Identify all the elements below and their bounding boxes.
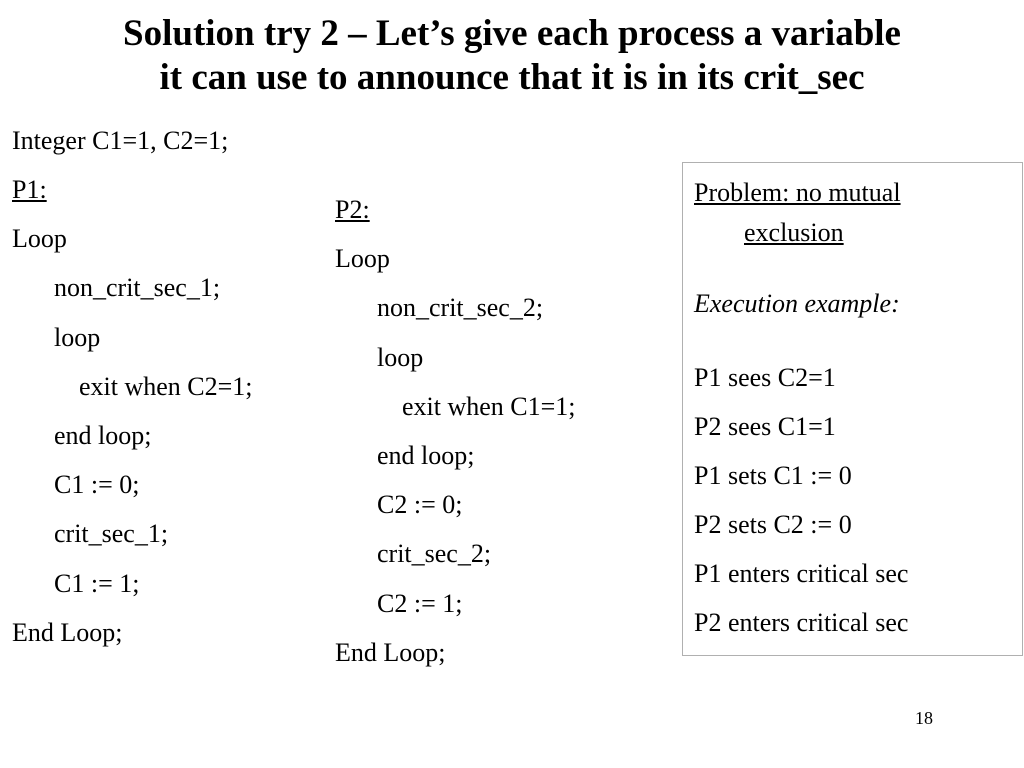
execution-step: P2 enters critical sec — [694, 608, 909, 637]
p2-code-line: C2 := 1; — [377, 588, 463, 618]
p1-code-line: non_crit_sec_1; — [54, 273, 221, 303]
page-number: 18 — [915, 708, 933, 728]
p1-label: P1: — [12, 175, 47, 204]
execution-step: P1 sees C2=1 — [694, 363, 836, 392]
p1-code-line: End Loop; — [12, 617, 123, 647]
slide-title — [0, 12, 1024, 100]
p1-code-block — [12, 165, 253, 657]
p1-code-line: Loop — [12, 224, 67, 254]
p2-code-line: Loop — [335, 244, 390, 274]
p2-label: P2: — [335, 195, 370, 224]
p2-code-block — [335, 185, 576, 677]
p1-code-lines — [12, 214, 253, 657]
problem-heading-line-1: Problem: no mutual — [694, 178, 901, 207]
p1-code-line: loop — [54, 322, 101, 352]
problem-heading — [694, 173, 1022, 253]
p1-code-line: C1 := 1; — [54, 568, 140, 598]
p1-code-line: crit_sec_1; — [54, 519, 169, 549]
p1-code-line: end loop; — [54, 420, 152, 450]
p2-code-line: non_crit_sec_2; — [377, 293, 544, 323]
execution-step: P1 sets C1 := 0 — [694, 461, 852, 490]
p2-code-line: End Loop; — [335, 637, 446, 667]
slide-title-line-2: it can use to announce that it is in its crit_sec — [159, 57, 865, 98]
p2-code-line: crit_sec_2; — [377, 539, 492, 569]
execution-step: P1 enters critical sec — [694, 559, 909, 588]
p1-code-line: exit when C2=1; — [79, 371, 253, 401]
problem-heading-line-2: exclusion — [744, 218, 844, 247]
problem-box — [682, 162, 1023, 656]
p2-code-line: exit when C1=1; — [402, 391, 576, 421]
p2-code-line: loop — [377, 342, 424, 372]
execution-step: P2 sets C2 := 0 — [694, 510, 852, 539]
p2-code-line: end loop; — [377, 440, 475, 470]
p1-code-line: C1 := 0; — [54, 470, 140, 500]
execution-steps-list — [694, 353, 1022, 647]
execution-example-label: Execution example: — [694, 289, 900, 318]
p2-code-lines — [335, 234, 576, 677]
variable-declaration: Integer C1=1, C2=1; — [12, 126, 229, 155]
p2-code-line: C2 := 0; — [377, 490, 463, 520]
execution-step: P2 sees C1=1 — [694, 412, 836, 441]
slide-title-line-1: Solution try 2 – Let’s give each process a variable — [123, 13, 901, 54]
